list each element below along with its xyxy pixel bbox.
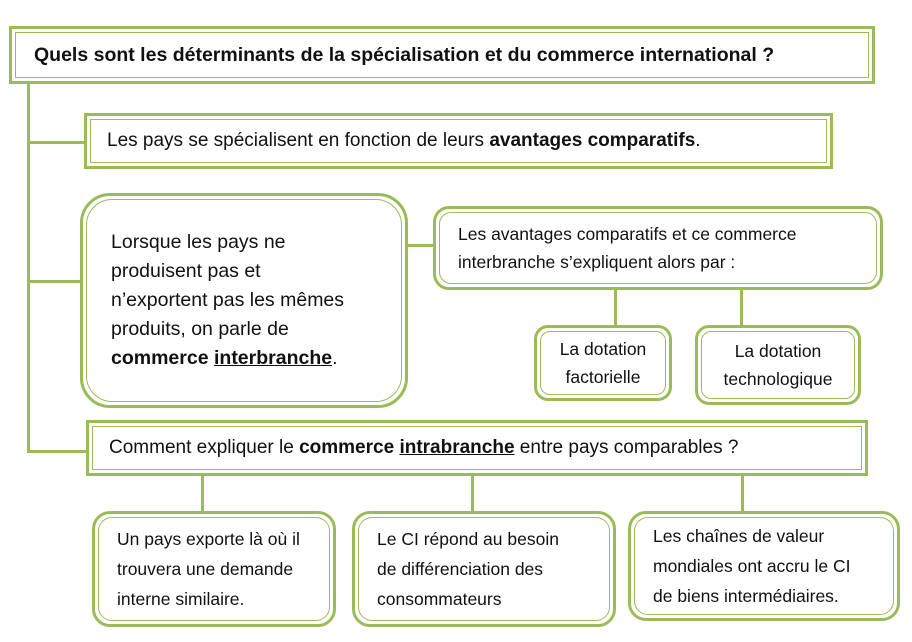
- differenciation-text: Le CI répond au besoin de différenciation des consommateurs: [377, 529, 559, 609]
- connector-differenciation: [471, 474, 474, 514]
- dotation-technologique-text: La dotation technologique: [723, 341, 833, 389]
- connector-interbranche: [27, 280, 83, 283]
- demande-text: Un pays exporte là où il trouvera une demande interne similaire.: [117, 529, 300, 609]
- differenciation-box: [352, 511, 616, 627]
- dotation-technologique-box: [695, 325, 861, 405]
- intrabranche-term: intrabranche: [399, 437, 515, 458]
- chaines-box: [628, 511, 900, 621]
- connector-demande: [201, 474, 204, 514]
- dotation-factorielle-text: La dotation factorielle: [559, 339, 647, 387]
- specialisation-box: [84, 113, 833, 169]
- intrabranche-box: [86, 420, 868, 476]
- specialisation-text: Les pays se spécialisent en fonction de leurs avantages comparatifs.: [107, 130, 701, 151]
- explication-box: [433, 206, 883, 290]
- connector-specialisation: [27, 141, 86, 144]
- title-box: [9, 26, 875, 84]
- dotation-factorielle-box: [534, 325, 672, 401]
- connector-explication: [405, 244, 435, 247]
- chaines-text: Les chaînes de valeur mondiales ont accru le CI de biens intermédiaires.: [653, 526, 851, 606]
- interbranche-term: interbranche: [213, 347, 333, 369]
- connector-intrabranche: [27, 450, 86, 453]
- connector-factorielle: [614, 290, 617, 328]
- interbranche-text: Lorsque les pays ne produisent pas et n’exportent pas les mêmes produits, on parle de commerce interbranche.: [111, 231, 345, 369]
- trunk-connector: [27, 80, 30, 452]
- intrabranche-text: Comment expliquer le commerce intrabranche entre pays comparables ?: [109, 437, 739, 458]
- title-text: Quels sont les déterminants de la spécialisation et du commerce international ?: [34, 44, 775, 66]
- interbranche-box: [80, 193, 408, 408]
- demande-box: [92, 511, 336, 627]
- explication-text: Les avantages comparatifs et ce commerce interbranche s’expliquent alors par :: [458, 224, 797, 272]
- avantages-comparatifs-term: avantages comparatifs: [489, 130, 696, 151]
- connector-chaines: [741, 474, 744, 514]
- connector-technologique: [740, 290, 743, 328]
